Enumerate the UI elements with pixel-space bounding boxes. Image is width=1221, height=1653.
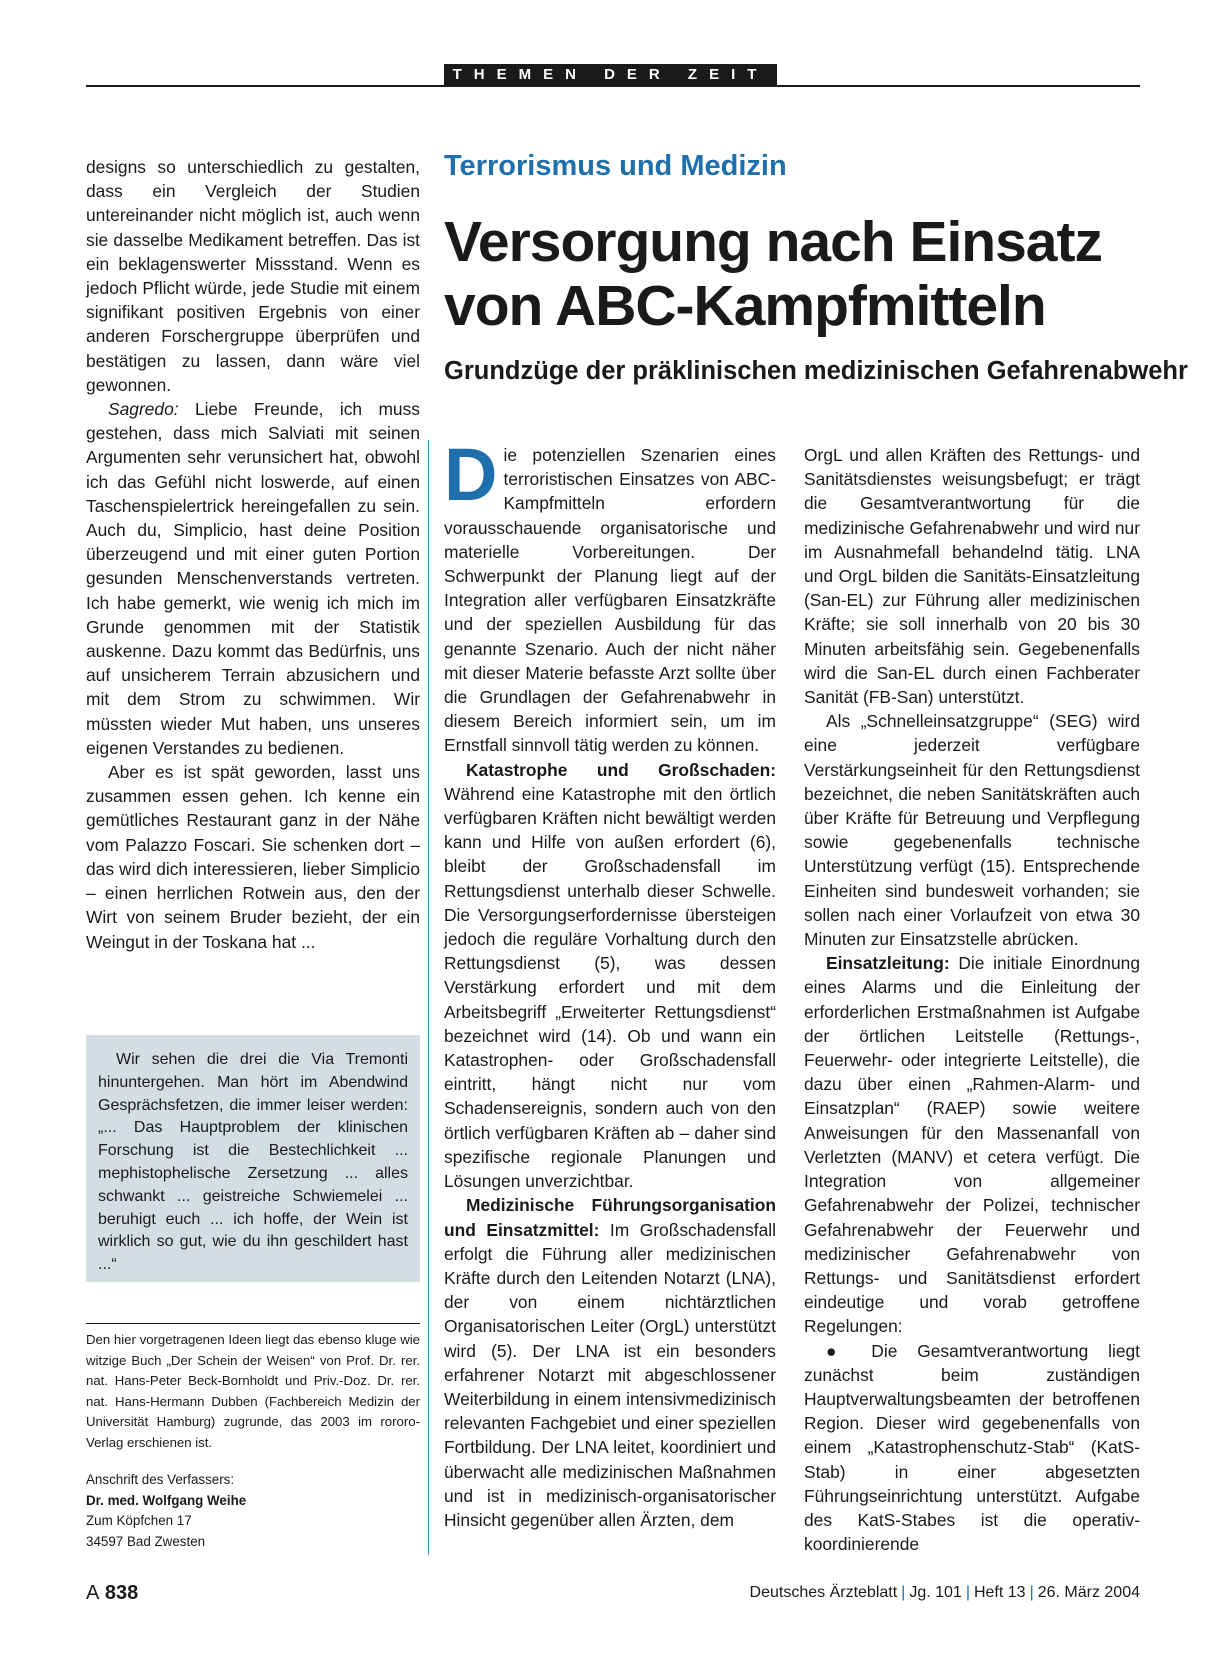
mid-paragraph-2-lead: Katastrophe und Großschaden: <box>466 759 776 780</box>
quote-text: Wir sehen die drei die Via Tremonti hinuntergehen. Man hört im Abendwind Gesprächsfetzen, die immer leiser werden: „... Das Hauptproblem der klinischen Forschung ist die Bestechlichkeit ... mephistophelische Zersetzung ... alles schwankt ... geistreiche Schwiemelei ... beruhigt euch ... ich hoffe, der Wein ist wirklich so gut, wie du ihn geschildert hast ...“ <box>98 1051 408 1274</box>
column-divider <box>428 440 429 1555</box>
page-prefix: A <box>86 1582 100 1604</box>
page-number-value: 838 <box>104 1582 139 1604</box>
quote-box <box>86 1035 420 1282</box>
speaker-name: Sagredo: <box>108 399 179 420</box>
headline-line-2: von ABC-Kampfmitteln <box>444 274 1046 338</box>
mid-paragraph-3-lead: Medizinische Führungsorganisation und Einsatzmittel: <box>444 1195 776 1240</box>
right-paragraph-3 <box>804 951 1140 1338</box>
author-name: Dr. med. Wolfgang Weihe <box>86 1492 247 1508</box>
left-paragraph-3: Aber es ist spät geworden, lasst uns zusammen essen gehen. Ich kenne ein gemütliches Restaurant ganz in der Nähe vom Palazzo Foscari. Sie schenken dort – das wird dich interessieren, lieber Simplicio – einen herrlichen Rotwein aus, den der Wirt von seinem Bruder bezieht, der ein Weingut in der Toskana hat ... <box>86 762 420 952</box>
right-paragraph-2: Als „Schnelleinsatzgruppe“ (SEG) wird eine jederzeit verfügbare Verstärkungseinheit für den Rettungsdienst bezeichnet, die neben Sanitätskräften auch über Kräfte für Betreuung und Verpflegung sowie gegebenenfalls technische Unterstützung verfügt (15). Entsprechende Einheiten sind bundesweit vorhanden; sie sollen nach einer Vorlaufzeit von etwa 30 Minuten zur Einsatzstelle abrücken. <box>804 711 1140 950</box>
mid-paragraph-1 <box>444 433 776 758</box>
headline-line-1: Versorgung nach Einsatz <box>444 210 1102 274</box>
footnote-rule <box>86 1323 420 1324</box>
right-paragraph-3-lead: Einsatzleitung: <box>826 953 950 974</box>
mid-paragraph-1-text: ie potenziellen Szenarien eines terroristischen Einsatzes von ABC-Kampfmitteln erfordern vorausschauende organisatorische und materielle Vorbereitungen. Der Schwerpunkt der Planung liegt auf der Integration aller verfügbaren Einsatzkräfte und der speziellen Ausbildung für das genannte Szenario. Auch der nicht näher mit dieser Materie befasste Arzt sollte über die Grundlagen der Gefahrenabwehr in diesem Bereich informiert sein, um im Ernstfall sinnvoll tätig werden zu können. <box>444 445 776 756</box>
left-paragraph-2-text: Liebe Freunde, ich muss gestehen, dass mich Salviati mit seinen Argumenten sehr verunsichert hat, obwohl ich das Gefühl nicht loswerde, auf einen Taschenspielertrick hereingefallen zu sein. Auch du, Simplicio, hast deine Position überzeugend und mit einer guten Portion gesunden Menschenverstands vertreten. Ich habe gemerkt, wie wenig ich mich im Grunde genommen mit der Statistik auskenne. Dazu kommt das Bedürfnis, uns auf unsicherem Terrain abzusichern und mit dem Strom zu schwimmen. Wir müssten wieder Mut haben, uns unseres eigenen Verstandes zu bedienen. <box>86 399 420 758</box>
address-city: 34597 Bad Zwesten <box>86 1533 206 1549</box>
right-paragraph-1: OrgL und allen Kräften des Rettungs- und Sanitätsdienstes weisungsbefugt; er trägt die Gesamtverantwortung für die medizinische Gefahrenabwehr und wird nur im Ausnahmefall behandelnd tätig. LNA und OrgL bilden die Sanitäts-Einsatzleitung (San-EL) zur Führung aller medizinischen Kräfte; sie soll innerhalb von 20 bis 30 Minuten arbeitsfähig sein. Gegebenenfalls wird die San-EL durch einen Fachberater Sanität (FB-San) unterstützt. <box>804 445 1140 708</box>
left-column <box>86 155 420 954</box>
article-headline <box>444 210 1144 338</box>
page-number <box>86 1582 138 1605</box>
right-column <box>804 443 1140 1556</box>
footnote: Den hier vorgetragenen Ideen liegt das ebenso kluge wie witzige Buch „Der Schein der Weisen“ von Prof. Dr. rer. nat. Hans-Peter Beck-Bornholdt und Priv.-Doz. Dr. rer. nat. Hans-Hermann Dubben (Fachbereich Medizin der Universität Hamburg) zugrunde, das 2003 im rororo-Verlag erschienen ist. <box>86 1332 420 1450</box>
journal-volume: Jg. 101 <box>909 1584 962 1601</box>
journal-date: 26. März 2004 <box>1037 1584 1140 1601</box>
mid-paragraph-2-text: Während eine Katastrophe mit den örtlich verfügbaren Kräften nicht bewältigt werden kann und Hilfe von außen erfordert (6), bleibt der Großschadensfall im Rettungsdienst unterhalb dieser Schwelle. Die Versorgungserfordernisse übersteigen jedoch die reguläre Vorhaltung durch den Rettungsdienst (5), was dessen Verstärkung erfordert und mit dem Arbeitsbegriff „Erweiterter Rettungsdienst“ bezeichnet wird (14). Ob und wann ein Katastrophen- oder Großschadensfall eintritt, hängt nicht nur vom Schadensereignis, sondern auch von den örtlich verfügbaren Kräften ab – daher sind spezifische regionale Planungen und Lösungen unverzichtbar. <box>444 783 776 1192</box>
left-paragraph-1: designs so unterschiedlich zu gestalten, dass ein Vergleich der Studien untereinander nicht möglich ist, auch wenn sie dasselbe Medikament betreffen. Das ist ein beklagenswerter Missstand. Wenn es jedoch Pflicht würde, jede Studie mit einem signifikant positiven Ergebnis von einer anderen Forschergruppe überprüfen und bestätigen zu lassen, dann wäre viel gewonnen. <box>86 157 420 395</box>
author-address <box>86 1470 420 1552</box>
journal-name: Deutsches Ärzteblatt <box>749 1584 898 1601</box>
article-kicker: Terrorismus und Medizin <box>444 150 787 182</box>
mid-paragraph-3-text: Im Großschadensfall erfolgt die Führung aller medizinischen Kräfte durch den Leitenden Notarzt (LNA), der von einem nichtärztlichen Organisatorischen Leiter (OrgL) unterstützt wird (5). Der LNA ist ein besonders erfahrener Notarzt mit abgeschlossener Weiterbildung in einem intensivmedizinisch relevanten Fachgebiet und einer speziellen Fortbildung. Der LNA leitet, koordiniert und überwacht alle medizinischen Maßnahmen und ist in medizinisch-organisatorischer Hinsicht gegenüber allen Ärzten, dem <box>444 1219 776 1530</box>
mid-paragraph-2 <box>444 758 776 1194</box>
journal-issue: Heft 13 <box>973 1584 1026 1601</box>
separator: | <box>1029 1584 1034 1601</box>
left-paragraph-2 <box>86 397 420 760</box>
right-paragraph-3-text: Die initiale Einordnung eines Alarms und die Einleitung der erforderlichen Erstmaßnahmen ist Aufgabe der örtlichen Leitstelle (Rettungs-, Feuerwehr- oder integrierte Leitstelle), die dazu über einen „Rahmen-Alarm- und Einsatzplan“ (RAEP) sowie weitere Anweisungen für den Massenanfall von Verletzten (MANV) et cetera verfügt. Die Integration von allgemeiner Gefahrenabwehr der Polizei, technischer Gefahrenabwehr der Feuerwehr und medizinischer Gefahrenabwehr von Rettungs- und Sanitätsdienst erfordert eindeutige und vorab getroffene Regelungen: <box>804 953 1140 1337</box>
middle-column <box>444 433 776 1532</box>
mid-paragraph-3 <box>444 1193 776 1532</box>
drop-cap: D <box>444 433 498 516</box>
journal-info <box>750 1584 1140 1602</box>
address-street: Zum Köpfchen 17 <box>86 1513 192 1529</box>
separator: | <box>901 1584 906 1601</box>
section-label: THEMEN DER ZEIT <box>444 64 777 86</box>
separator: | <box>965 1584 970 1601</box>
address-label: Anschrift des Verfassers: <box>86 1472 235 1487</box>
article-subtitle: Grundzüge der präklinischen medizinischen Gefahrenabwehr <box>444 357 1188 385</box>
right-paragraph-4: ● Die Gesamtverantwortung liegt zunächst beim zuständigen Hauptverwaltungsbeamten der betroffenen Region. Dieser wird gegebenenfalls von einem „Katastrophenschutz-Stab“ (KatS-Stab) in einer abgesetzten Führungseinrichtung unterstützt. Aufgabe des KatS-Stabes ist die operativ-koordinierende <box>804 1340 1140 1555</box>
